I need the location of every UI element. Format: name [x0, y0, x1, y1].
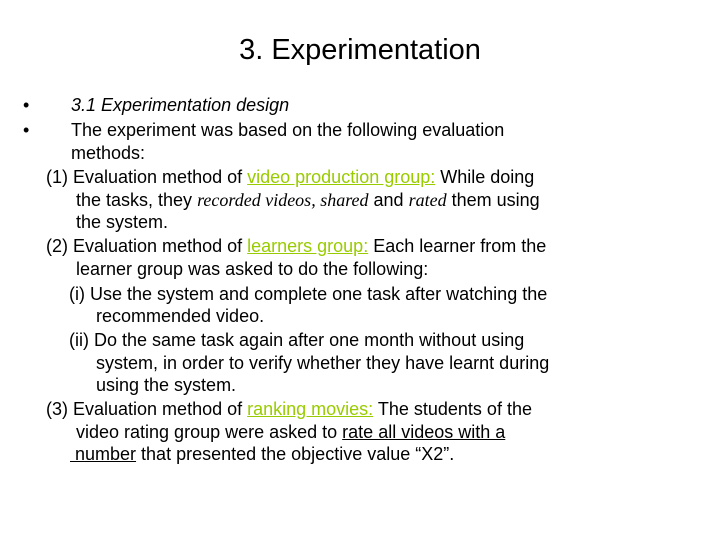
item3-prefix: (3) Evaluation method of — [46, 399, 248, 419]
bullet-item-experiment: The experiment was based on the following evaluation — [71, 120, 505, 140]
bullet-marker: • — [23, 95, 30, 115]
item2-sub1-line2: recommended video. — [96, 306, 265, 326]
item2-sub1-line1: (i) Use the system and complete one task after watching the — [69, 284, 548, 304]
item3-rest: The students of the — [373, 399, 532, 419]
item2-sub2-line3: using the system. — [96, 375, 237, 395]
bullet-item-design: 3.1 Experimentation design — [71, 95, 290, 115]
item1-text: the tasks, they — [76, 190, 198, 210]
item3-line2 — [76, 421, 505, 443]
item1-rest: While doing — [435, 167, 535, 187]
item2-sub2-line2: system, in order to verify whether they have learnt during — [96, 353, 550, 373]
item3-highlight: ranking movies: — [247, 399, 374, 419]
bullet-marker: • — [23, 120, 30, 140]
item2-sub2-line1: (ii) Do the same task again after one month without using — [69, 330, 525, 350]
page-title: 3. Experimentation — [239, 34, 481, 66]
item1-line3: the system. — [76, 212, 169, 232]
item3-line1 — [46, 398, 532, 420]
bullet-item-continuation: methods: — [71, 143, 146, 163]
item1-emphasis: recorded videos, shared — [197, 190, 369, 210]
item2-rest: Each learner from the — [368, 236, 547, 256]
item1-prefix: (1) Evaluation method of — [46, 167, 248, 187]
item3-underlined: number — [70, 444, 137, 464]
item2-prefix: (2) Evaluation method of — [46, 236, 248, 256]
item3-text: that presented the objective value “X2”. — [136, 444, 455, 464]
item2-line1 — [46, 235, 546, 257]
item1-emphasis: rated — [408, 190, 447, 210]
item2-line2: learner group was asked to do the following: — [76, 259, 429, 279]
item2-highlight: learners group: — [247, 236, 369, 256]
item1-highlight: video production group: — [247, 167, 436, 187]
item1-text: and — [368, 190, 409, 210]
item1-line1 — [46, 166, 534, 188]
item3-line3 — [70, 443, 454, 465]
item3-text: video rating group were asked to — [76, 422, 343, 442]
item1-line2 — [76, 189, 540, 211]
item1-text: them using — [446, 190, 540, 210]
item3-underlined: rate all videos with a — [342, 422, 506, 442]
